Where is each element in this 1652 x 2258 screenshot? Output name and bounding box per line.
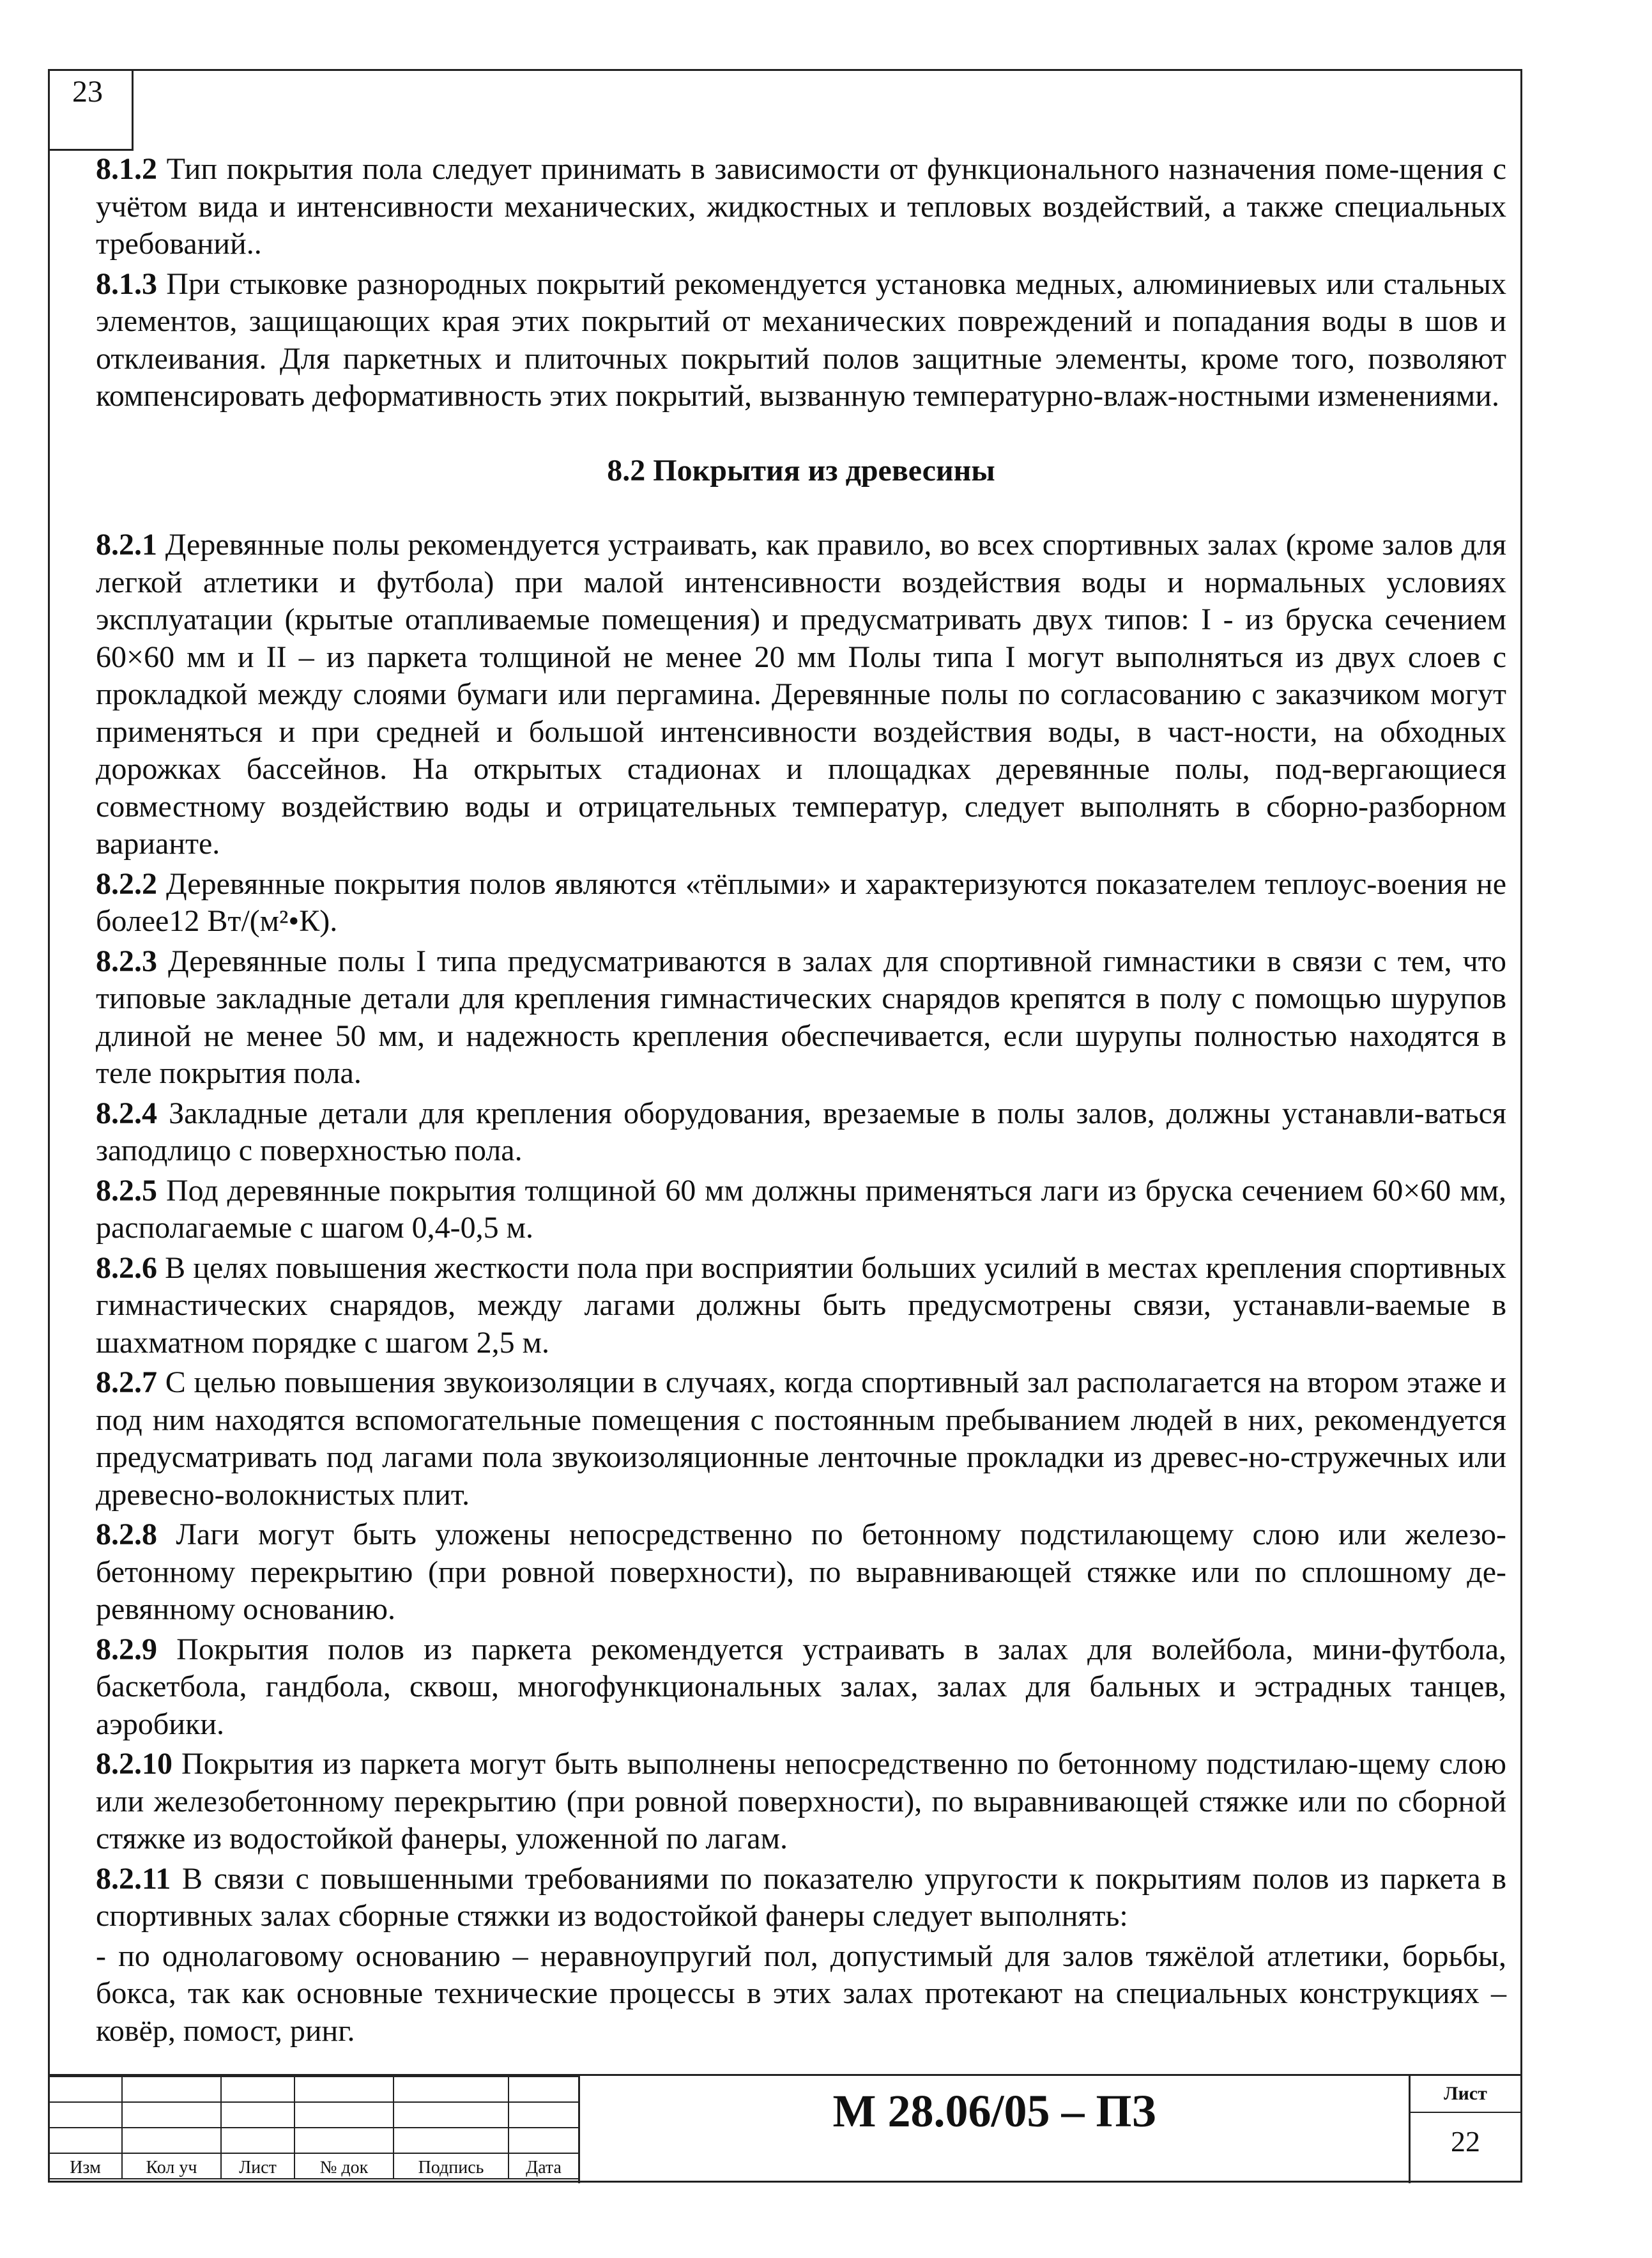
- clause-number: 8.2.6: [96, 1250, 157, 1285]
- clause-text: В целях повышения жесткости пола при восприятии больших усилий в местах крепления спортивных гимнастических снарядов, между лагами должны быть предусмотрены связи, устанавли-ваемые в шахматном порядке с шагом 2,5 м.: [96, 1250, 1506, 1360]
- clause-text: Деревянные покрытия полов являются «тёплыми» и характеризуются показателем теплоус-воения не более12 Вт/(м²•К).: [96, 866, 1506, 938]
- header-list: Лист: [221, 2153, 294, 2179]
- paragraph: [96, 866, 1506, 941]
- document-designation: М 28.06/05 – ПЗ: [578, 2076, 1409, 2183]
- sheet-label: Лист: [1411, 2076, 1520, 2113]
- clause-number: 8.2.5: [96, 1173, 157, 1208]
- revision-table: [48, 2076, 579, 2179]
- clause-text: В связи с повышенными требованиями по показателю упругости к покрытиям полов из паркета в спортивных залах сборные стяжки из водостойкой фанеры следует выполнять:: [96, 1861, 1506, 1933]
- section-title: 8.2 Покрытия из древесины: [607, 453, 995, 488]
- paragraph: [96, 1746, 1506, 1858]
- paragraph: [96, 1250, 1506, 1362]
- paragraph: [96, 151, 1506, 263]
- clause-number: 8.2.9: [96, 1632, 157, 1666]
- clause-text: При стыковке разнородных покрытий рекомендуется установка медных, алюминиевых или стальных элементов, защищающих края этих покрытий от механических повреждений и попадания воды в шов и отклеивания. Для паркетных и плиточных покрытий полов защитные элементы, кроме того, позволяют компенсировать деформативность этих покрытий, вызванную температурно-влаж-ностными изменениями.: [96, 266, 1506, 413]
- header-izm: Изм: [49, 2153, 122, 2179]
- paragraph: [96, 1172, 1506, 1247]
- header-doc-number: № док: [294, 2153, 394, 2179]
- clause-number: 8.2.8: [96, 1517, 157, 1551]
- clause-text: Закладные детали для крепления оборудования, врезаемые в полы залов, должны устанавли-ваться заподлицо с поверхностью пола.: [96, 1096, 1506, 1167]
- title-block: [48, 2074, 1522, 2183]
- paragraph: [96, 1861, 1506, 1935]
- sheet-cell: [1409, 2076, 1520, 2183]
- paragraph: [96, 526, 1506, 863]
- paragraph: [96, 1095, 1506, 1170]
- list-item: - по однолаговому основанию – неравноупругий пол, допустимый для залов тяжёлой атлетики, борьбы, бокса, так как основные технические процессы в этих залах протекают на специальных конструкциях – ковёр, помост, ринг.: [96, 1939, 1506, 2048]
- paragraph: [96, 266, 1506, 415]
- clause-number: 8.2.3: [96, 944, 157, 978]
- clause-number: 8.1.2: [96, 152, 157, 186]
- clause-text: Лаги могут быть уложены непосредственно по бетонному подстилающему слою или железо-бетонному перекрытию (при ровной поверхности), по выравнивающей стяжке или по сплошному де-ревянному основанию.: [96, 1517, 1506, 1626]
- clause-number: 8.2.7: [96, 1365, 157, 1399]
- header-signature: Подпись: [394, 2153, 509, 2179]
- header-kol-uch: Кол уч: [122, 2153, 221, 2179]
- clause-number: 8.2.1: [96, 528, 157, 562]
- clause-text: Тип покрытия пола следует принимать в зависимости от функционального назначения поме-щения с учётом вида и интенсивности механических, жидкостных и тепловых воздействий, а также специальных требований..: [96, 152, 1506, 261]
- document-body: [96, 151, 1506, 2052]
- sheet-number: 22: [1451, 2125, 1480, 2158]
- paragraph: [96, 1631, 1506, 1744]
- paragraph: [96, 943, 1506, 1093]
- page-number-top: 23: [48, 69, 134, 151]
- clause-text: Деревянные полы рекомендуется устраивать, как правило, во всех спортивных залах (кроме залов для легкой атлетики и футбола) при малой интенсивности воздействия воды и нормальных условиях эксплуатации (крытые отапливаемые помещения) и предусматривать двух типов: I - из бруска сечением 60×60 мм и II – из паркета толщиной не менее 20 мм Полы типа I могут выполняться из двух слоев с прокладкой между слоями бумаги или пергамина. Деревянные полы по согласованию с заказчиком могут применяться и при средней и большой интенсивности воздействия воды, в част-ности, на обходных дорожках бассейнов. На открытых стадионах и площадках деревянные полы, под-вергающиеся совместному воздействию воды и отрицательных температур, следует выполнять в сборно-разборном варианте.: [96, 528, 1506, 861]
- paragraph: [96, 1516, 1506, 1629]
- clause-text: С целью повышения звукоизоляции в случаях, когда спортивный зал располагается на втором этаже и под ним находятся вспомогательные помещения с постоянным пребыванием людей в них, рекомендуется предусматривать под лагами пола звукоизоляционные ленточные прокладки из древес-но-стружечных или древесно-волокнистых плит.: [96, 1365, 1506, 1512]
- clause-number: 8.2.10: [96, 1747, 172, 1781]
- clause-number: 8.2.2: [96, 866, 157, 901]
- clause-text: Покрытия из паркета могут быть выполнены непосредственно по бетонному подстилаю-щему слою или железобетонному перекрытию (при ровной поверхности), по выравнивающей стяжке или по сборной стяжке из водостойкой фанеры, уложенной по лагам.: [96, 1747, 1506, 1855]
- clause-number: 8.1.3: [96, 266, 157, 301]
- clause-number: 8.2.4: [96, 1096, 157, 1130]
- clause-text: Под деревянные покрытия толщиной 60 мм должны применяться лаги из бруска сечением 60×60 мм, располагаемые с шагом 0,4-0,5 м.: [96, 1173, 1506, 1245]
- clause-text: Покрытия полов из паркета рекомендуется устраивать в залах для волейбола, мини-футбола, баскетбола, гандбола, сквош, многофункциональных залах, залах для бальных и эстрадных танцев, аэробики.: [96, 1632, 1506, 1741]
- clause-text: Деревянные полы I типа предусматриваются в залах для спортивной гимнастики в связи с тем, что типовые закладные детали для крепления гимнастических снарядов крепятся в полу с помощью шурупов длиной не менее 50 мм, и надежность крепления обеспечивается, если шурупы полностью находятся в теле покрытия пола.: [96, 944, 1506, 1090]
- header-date: Дата: [509, 2153, 579, 2179]
- clause-number: 8.2.11: [96, 1861, 171, 1896]
- paragraph: [96, 1364, 1506, 1514]
